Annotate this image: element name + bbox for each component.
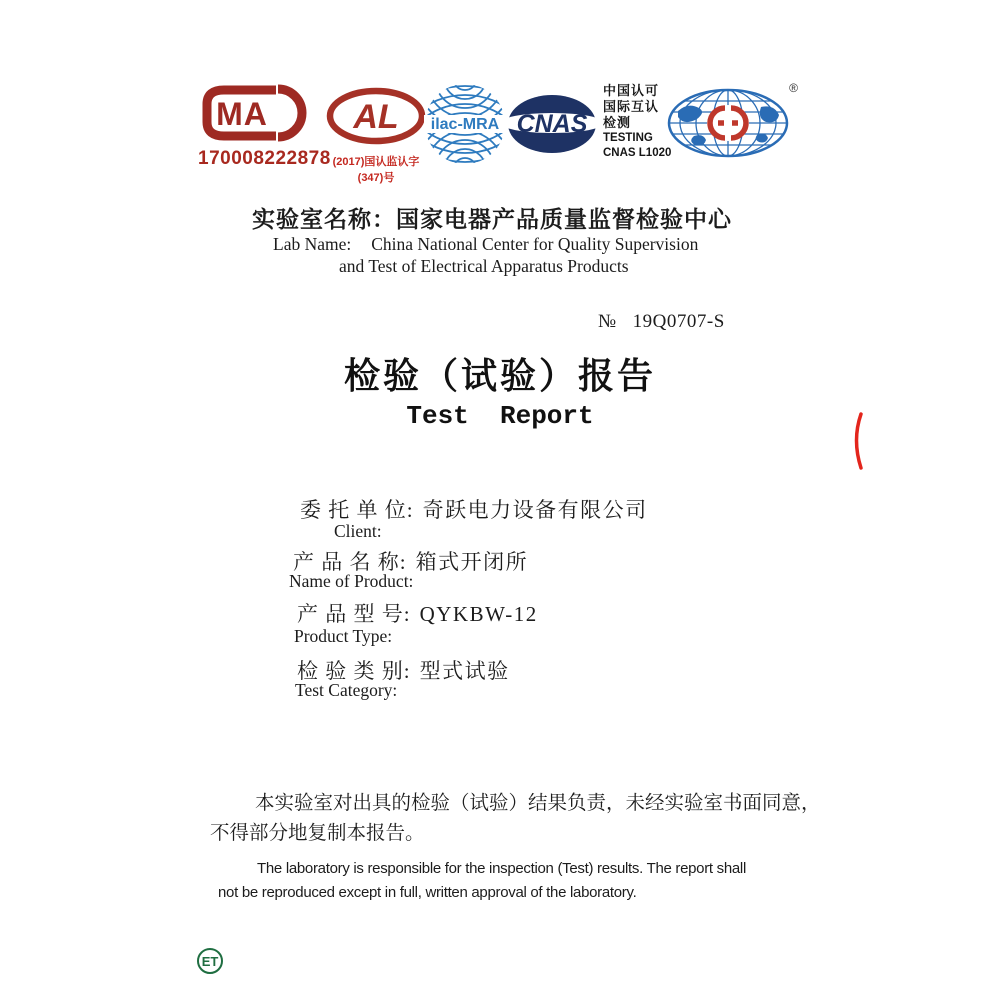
al-letters: AL [353,98,399,136]
accreditation-line: 检测 [603,115,632,130]
accreditation-line: CNAS L1020 [603,147,672,159]
al-caption: (2017)国认监认字(347)号 [332,156,420,184]
field-value: 奇跃电力设备有限公司 [422,498,648,522]
lab-name-zh-label: 实验室名称： [252,207,396,232]
accreditation-text [603,83,671,161]
et-letters: ET [201,954,219,969]
lab-name-zh-value: 国家电器产品质量监督检验中心 [396,207,732,232]
statement-zh-line1: 本实验室对出具的检验（试验）结果负责，未经实验室书面同意， [255,793,821,814]
ilac-mra-icon [424,82,506,166]
field-label: 产 品 型 号: [297,602,411,626]
globe-mark [666,81,798,164]
accreditation-line: TESTING [603,132,653,144]
accreditation-line: 国际互认 [603,99,660,114]
ilac-mra-mark [424,82,506,171]
globe-icon [666,87,790,159]
cma-mark [198,84,331,170]
field-client-en: Client: [334,521,382,541]
lab-name-en-line1 [273,234,698,255]
lab-name-en-value1: China National Center for Quality Supervision [371,234,699,254]
field-product-type-zh [297,598,538,628]
field-label: 检 验 类 别: [297,659,411,683]
cnas-icon [506,93,598,155]
field-label: 委 托 单 位: [300,498,414,522]
field-label: 产 品 名 称: [293,550,407,574]
field-value: 箱式开闭所 [415,550,529,574]
field-product-type-en: Product Type: [294,626,393,646]
lab-name-en-line2: and Test of Electrical Apparatus Products [339,256,629,276]
statement-zh-line2: 不得部分地复制本报告。 [210,823,425,844]
report-title-en: Test Report [406,401,594,431]
accreditation-line: 中国认可 [603,83,660,98]
cnas-letters: CNAS [516,110,588,138]
red-pen-mark [850,412,864,475]
lab-name-zh [252,201,732,234]
registered-symbol: ® [789,81,798,95]
cma-letters: MA [216,96,268,132]
cnas-mark [506,93,598,160]
cma-icon [200,84,320,142]
report-number [598,311,725,333]
report-number-label: № [598,311,617,332]
lab-name-en-label: Lab Name: [273,234,352,254]
field-value: 型式试验 [419,659,510,683]
statement-en-line2: not be reproduced except in full, written approval of the laboratory. [218,884,637,901]
report-title-zh: 检验（试验）报告 [343,355,656,396]
field-client-zh [300,494,648,524]
al-icon [324,87,428,145]
al-mark [320,87,432,185]
cma-certificate-number: 170008222878 [198,148,331,169]
field-value: QYKBW-12 [419,602,538,626]
ilac-mra-letters: ilac-MRA [430,116,500,133]
et-icon [195,946,225,976]
field-product-name-en: Name of Product: [289,571,414,591]
et-stamp [195,946,225,981]
field-test-category-en: Test Category: [295,680,398,700]
report-number-value: 19Q0707-S [632,311,725,332]
statement-en-line1: The laboratory is responsible for the inspection (Test) results. The report shall [257,860,746,877]
